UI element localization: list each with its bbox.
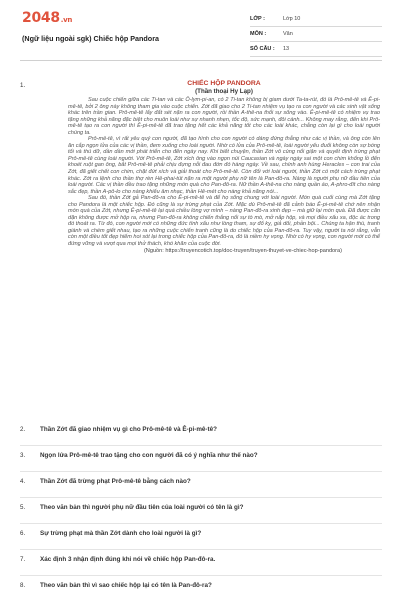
meta-label: MÔN :: [250, 31, 267, 37]
question-number: 4.: [20, 478, 26, 485]
question-item[interactable]: [20, 426, 382, 446]
question-number: 8.: [20, 582, 26, 589]
question-number: 6.: [20, 530, 26, 537]
question-text: Thần Zớt đã giao nhiệm vụ gì cho Prô-mê-tê và Ê-pi-mê-tê?: [40, 426, 217, 433]
question-text: Theo văn bản thì người phụ nữ đầu tiên của loài người có tên là gì?: [40, 504, 244, 511]
meta-label: SỐ CÂU :: [250, 46, 275, 52]
question-text: Ngọn lửa Prô-mê-tê trao tặng cho con người đã có ý nghĩa như thế nào?: [40, 452, 258, 459]
logo-suffix: .vn: [60, 16, 73, 24]
meta-value: Văn: [283, 31, 293, 37]
question-number: 3.: [20, 452, 26, 459]
page-header: [0, 0, 400, 60]
question-item[interactable]: [20, 504, 382, 524]
site-logo[interactable]: [22, 10, 72, 26]
question-text: Thần Zớt đã trừng phạt Prô-mê-tê bằng cách nào?: [40, 478, 191, 485]
logo-text: 2048: [22, 10, 60, 26]
question-text: Theo văn bản thì vì sao chiếc hộp lại có tên là Pan-đô-ra?: [40, 582, 212, 589]
meta-row-count: [250, 42, 382, 57]
passage-paragraph: Prô-mê-tê, vì rất yêu quý con người, đã tạo hình cho con người có dáng đứng thẳng như các vị thần, và ông còn lên ăn cắp ngọn lửa của các vị thần, đem xuống cho loài người. Nhờ có lửa của Prô-mê-tê, loài người yếu đuối không còn sợ bóng tối và thú dữ, dần dần mới phát triển cho đến ngày nay. Khi biết chuyện, thần Zớt vô cùng nổi giận và quyết định trừng phạt Prô-mê-tê cùng loài người. Với Prô-mê-tê, Zớt xích ông vào ngọn núi Caucasian và ngày ngày sai một con chim khổng lồ đến khoét ruột gan ông, bắt Prô-mê-tê phải chịu đựng nỗi đau đớn đó hàng ngày. Về sau, chính anh hùng Heracles – con trai của Zớt, đã giết chết con chim, chặt đứt xích và giải thoát cho Prô-mê-tê. Còn đối với loài người, thần Zớt có một cách trừng phạt khác. Zớt ra lệnh cho thần thợ rèn Hê-phai-tút nặn ra một người phụ nữ tên là Pan-đô-ra. Nàng là người phụ nữ đầu tiên của loài người. Các vị thần đều trao tặng những món quà cho Pan-đô-ra. Nữ thần A-thê-na cho nàng quần áo, A-phro-đít cho nàng sắc đẹp, thần A-pô-lo cho nàng khiếu âm nhạc, thần Hê-mét cho nàng khả năng nói...: [68, 136, 380, 195]
passage-source: (Nguồn: https://truyencotich.top/doc-truyen/truyen-thuyet-ve-chiec-hop-pandora): [143, 247, 342, 254]
meta-row-subject: [250, 27, 382, 42]
passage-paragraph: Sau cuộc chiến giữa các Ti-tan và các Ô-lym-pi-an, có 2 Ti-tan không bị giam dưới Ta-ta-rút, đó là Prô-mê-tê và Ê-pi-mê-tê, bởi 2 ông này không tham gia vào cuộc chiến. Zớt đã giao cho 2 Ti-tan nhiệm vụ tạo ra con người và các sinh vật sống khác trên trần gian. Prô-mê-tê lấy đất sét nặn ra con người, rồi thần A-thê-na thổi sự sống vào. Ê-pi-mê-tê có nhiệm vụ trao tặng những khả năng đặc biệt cho muôn loài như sự nhanh nhẹn, tốc độ, sức mạnh, đôi cánh... Không may rằng, đến khi Prô-mê-tê tạo ra con người thì Ê-pi-mê-tê đã trao tặng hết các khả năng tốt cho các loài khác, chẳng còn lại gì cho loài người chúng ta.: [68, 97, 380, 136]
question-item[interactable]: [20, 478, 382, 498]
passage-paragraph: Sau đó, thần Zớt gả Pan-đô-ra cho Ê-pi-mê-tê và để họ sống chung với loài người. Món quà cuối cùng mà Zớt tặng cho Pandora là một chiếc hộp. Đó cũng là sự trừng phạt của Zớt. Mặc dù Prô-mê-tê đã cảnh báo Ê-pi-mê-tê chớ nên nhận món quà của Zớt, nhưng Ê-pi-mê-tê lại quá chiều lòng vợ mình – nàng Pan-đô-ra xinh đẹp – mà giữ lại món quà. Đã được căn dặn không được mở hộp ra, nhưng Pan-đô-ra không chiến thắng nổi sự tò mò, mở nắp hộp, và mọi điều xấu xa, độc ác trong đó thoát ra. Từ đó, con người mới có những đức tính xấu như lòng tham, sự đố kỵ, giả dối, phản bội... Chúng ta hận thù, tranh giành và chém giết nhau, tạo ra những cuộc chiến tranh cũng là do chiếc hộp của Pan-đô-ra. Tuy vậy, người ta nói rằng, vẫn còn một điều tốt đẹp hiếm hoi sót lại trong chiếc hộp của Pan-đô-ra, đó là niềm hy vọng. Nhờ có hy vọng, con người mới có thể đứng vững và vượt qua mọi thử thách, khó khăn của cuộc đời.: [68, 195, 380, 248]
question-item[interactable]: [20, 530, 382, 550]
question-item[interactable]: [20, 452, 382, 472]
passage-title: CHIẾC HỘP PANDORA: [187, 80, 261, 87]
question-item[interactable]: [20, 582, 382, 600]
page-title: (Ngữ liệu ngoài sgk) Chiếc hộp Pandora: [22, 34, 159, 43]
meta-value: 13: [283, 46, 290, 52]
header-divider: [20, 60, 382, 61]
meta-row-class: [250, 12, 382, 27]
question-item[interactable]: [20, 556, 382, 576]
question-number: 5.: [20, 504, 26, 511]
passage-subtitle: (Thần thoại Hy Lạp): [195, 88, 253, 95]
meta-info-table: [250, 12, 382, 57]
meta-label: LỚP :: [250, 16, 265, 22]
question-number: 1.: [20, 82, 26, 89]
question-number: 7.: [20, 556, 26, 563]
question-text: Sự trừng phạt mà thần Zớt dành cho loài người là gì?: [40, 530, 202, 537]
question-text: Xác định 3 nhận định đúng khi nói về chiếc hộp Pan-đô-ra.: [40, 556, 216, 563]
question-number: 2.: [20, 426, 26, 433]
reading-passage: [68, 80, 380, 255]
meta-value: Lớp 10: [283, 16, 301, 22]
